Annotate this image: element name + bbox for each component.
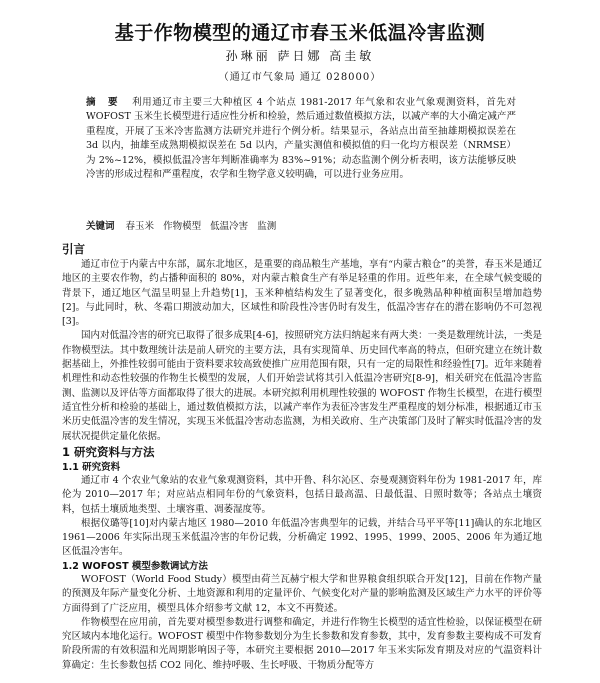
intro-paragraph-2: 国内对低温冷害的研究已取得了很多成果[4-6]，按照研究方法归纳起来有两大类：一类是数理统计法，一类是作物模型法。其中数理统计法是前人研究的主要方法，具有实现简单、历史回代率高的特点，但研究建立在统计数据基础上，外推性较弱可能由于资料要求较高致使推广应用范围有限，只有一定的局限性和经验性[7]。近年来随着机理性和动态性较强的作物生长模型的发展，人们开始尝试将其引入低温冷害研究[8-9]，相关研究在低温冷害监测、监测以及评估等方面都取得了很大的进展。本研究拟利用机理性较强的 WOFOST 作物生长模型，在进行模型适宜性分析和检验的基础上，通过数值模拟方法，以减产率作为表征冷害发生严重程度的划分标准，根据通辽市玉米历史低温冷害的发生情况，实现玉米低温冷害动态监测，为相关政府、生产决策部门及时了解实时低温冷害的发展状况提供定量化依据。 — [62, 330, 542, 442]
section-1-1-heading: 1.1 研究资料 — [62, 462, 121, 473]
keyword: 低温冷害 — [210, 221, 249, 232]
intro-paragraph-1: 通辽市位于内蒙古中东部，属东北地区，是重要的商品粮生产基地，享有“内蒙古粮仓”的美誉，春玉米是通辽地区的主要农作物，约占播种面积的 80%，对内蒙古粮食生产有举足轻重的作用。近些年来，在全球气候变暖的背景下，通辽地区气温呈明显上升趋势[1]，玉米种植结构发生了显著变化，很多晚熟品种种植面积呈增加趋势[2]。与此同时，秋、冬霜口期波动加大，区域性和阶段性冷害仍时有发生，低温冷害存在的潜在影响仍不可忽视[3]。 — [62, 259, 542, 328]
section-1-2-paragraph-2: 作物模型在应用前，首先要对模型参数进行调整和确定，并进行作物生长模型的适宜性检验，以保证模型在研究区域内本地化运行。WOFOST 模型中作物参数划分为生长参数和发育参数，其中，发育参数主要构成不可发育阶段所需的有效积温和光周期影响因子等，本研究主要根据 2010—2017 年玉米实际发育期及对应的气温资料计算确定：生长参数包括 CO2 同化、维持呼吸、生长呼吸、干物质分配等方 — [62, 616, 542, 671]
keyword: 监测 — [257, 221, 277, 232]
paper-authors: 孙琳丽 萨日娜 高圭敏 — [225, 49, 375, 63]
keyword: 作物模型 — [163, 221, 202, 232]
intro-heading: 引言 — [62, 242, 85, 256]
section-1-2-paragraph-1: WOFOST（World Food Study）模型由荷兰瓦赫宁根大学和世界粮食组织联合开发[12]，目前在作物产量的预测及年际产量变化分析、土地资源和利用的定量评价、气候变化对产量的影响监测及区域生产力水平的评价等方面得到了广泛应用，模型具体介绍参考文献 12，本文不再赘述。 — [62, 574, 542, 614]
paper-affiliation: （通辽市气象局 通辽 028000） — [218, 72, 382, 83]
intro-section — [62, 258, 542, 444]
abstract-text: 利用通辽市主要三大种植区 4 个站点 1981-2017 年气象和农业气象观测资料，首先对 WOFOST 玉米生长模型进行适应性分析和检验，然后通过数值模拟方法，以减产率的大小确定减产严重程度，开展了玉米冷害监测方法研究并进行个例分析。结果显示，各站点出苗至抽雄期模拟误差在 3d 以内，抽雄至成熟期模拟误差在 5d 以内，产量实测值和模拟值的归一化均方根误差（NRMSE）为 2%~12%，模拟低温冷害年判断准确率为 83%~91%；动态监测个例分析表明，该方法能够反映冷害的形成过程和严重程度，农学和生物学意义较明确，可以进行业务应用。 — [86, 97, 516, 181]
keywords-block — [86, 220, 516, 234]
section-1-heading: 1 研究资料与方法 — [62, 445, 155, 459]
keyword: 春玉米 — [125, 221, 155, 232]
abstract-block — [86, 96, 516, 182]
section-1-2-body — [62, 573, 542, 673]
abstract-label: 摘 要 — [86, 97, 123, 108]
section-1-1-paragraph-1: 通辽市 4 个农业气象站的农业气象观测资料，其中开鲁、科尔沁区、奈曼观测资料年份为 1981-2017 年，库伦为 2010—2017 年；对应站点相同年份的气象资料，包括日最高温、日最低温、日照时数等；各站点土壤资料，包括土壤质地类型、土壤容重、凋萎湿度等。 — [62, 475, 542, 515]
paper-title: 基于作物模型的通辽市春玉米低温冷害监测 — [114, 22, 486, 44]
section-1-1-paragraph-2: 根据仪璐等[10]对内蒙古地区 1980—2010 年低温冷害典型年的记载，并结合马平平等[11]确认的东北地区 1961—2006 年实际出现玉米低温冷害的年份记载，分析确定 1992、1995、1999、2005、2006 年为通辽地区低温冷害年。 — [62, 517, 542, 558]
section-1-1-body — [62, 474, 542, 560]
section-1-2-heading: 1.2 WOFOST 模型参数调试方法 — [62, 561, 208, 572]
keywords-label: 关键词 — [86, 221, 115, 232]
